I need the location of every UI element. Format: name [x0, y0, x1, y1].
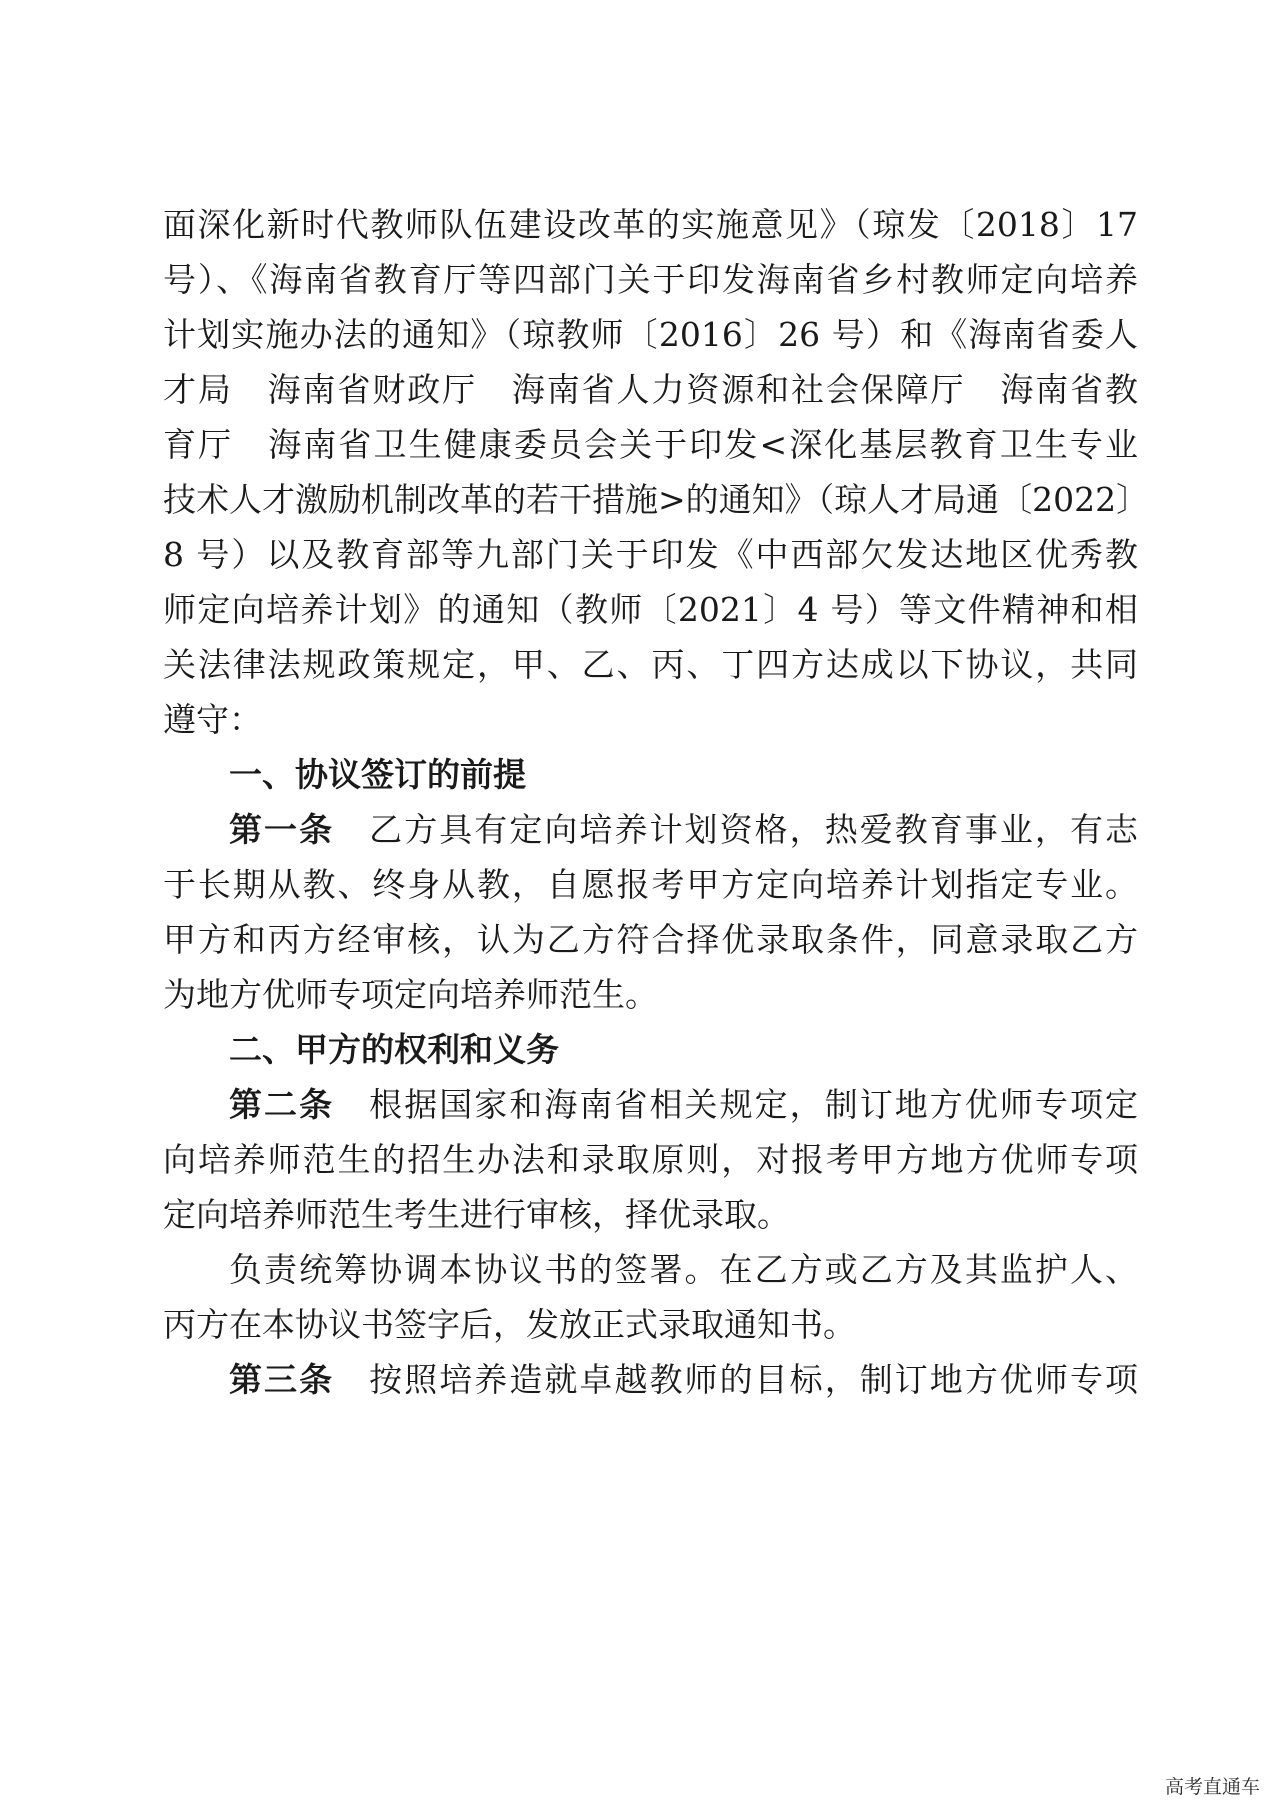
- text-line: 8 号）以及教育部等九部门关于印发《中西部欠发达地区优秀教: [163, 535, 1138, 574]
- article-text: 乙方具有定向培养计划资格，热爱教育事业，有志: [369, 810, 1139, 849]
- section-heading: 二、甲方的权利和义务: [229, 1030, 559, 1069]
- article-label: 第一条: [229, 810, 335, 849]
- text-line: 计划实施办法的通知》（琼教师〔2016〕26 号）和《海南省委人: [163, 315, 1138, 354]
- article-text: 根据国家和海南省相关规定，制订地方优师专项定: [369, 1085, 1139, 1124]
- text-line: 号）、《海南省教育厅等四部门关于印发海南省乡村教师定向培养: [163, 260, 1138, 299]
- article-label: 第三条: [229, 1360, 335, 1399]
- text-line: 育厅 海南省卫生健康委员会关于印发<深化基层教育卫生专业: [163, 425, 1138, 464]
- text-line: 定向培养师范生考生进行审核，择优录取。: [163, 1195, 790, 1234]
- article-first-line: [229, 1360, 1138, 1400]
- article-first-line: [229, 810, 1138, 850]
- article-first-line: [229, 1085, 1138, 1125]
- watermark-logo: 高考直通车: [1164, 1776, 1260, 1798]
- section-heading: 一、协议签订的前提: [229, 755, 526, 794]
- text-line: 负责统筹协调本协议书的签署。在乙方或乙方及其监护人、: [229, 1250, 1138, 1289]
- text-line: 技术人才激励机制改革的若干措施>的通知》（琼人才局通〔2022〕: [163, 480, 1150, 519]
- text-line: 才局 海南省财政厅 海南省人力资源和社会保障厅 海南省教: [163, 370, 1138, 409]
- article-text: 按照培养造就卓越教师的目标，制订地方优师专项: [369, 1360, 1139, 1399]
- text-line: 为地方优师专项定向培养师范生。: [163, 975, 658, 1014]
- text-line: 向培养师范生的招生办法和录取原则，对报考甲方地方优师专项: [163, 1140, 1138, 1179]
- text-line: 关法律法规政策规定，甲、乙、丙、丁四方达成以下协议，共同: [163, 645, 1138, 684]
- text-line: 于长期从教、终身从教，自愿报考甲方定向培养计划指定专业。: [163, 865, 1138, 904]
- text-line: 面深化新时代教师队伍建设改革的实施意见》（琼发〔2018〕17: [163, 205, 1138, 244]
- text-line: 遵守：: [163, 700, 262, 739]
- text-line: 甲方和丙方经审核，认为乙方符合择优录取条件，同意录取乙方: [163, 920, 1138, 959]
- text-line: 丙方在本协议书签字后，发放正式录取通知书。: [163, 1305, 856, 1344]
- article-label: 第二条: [229, 1085, 335, 1124]
- text-line: 师定向培养计划》的通知（教师〔2021〕4 号）等文件精神和相: [163, 590, 1138, 629]
